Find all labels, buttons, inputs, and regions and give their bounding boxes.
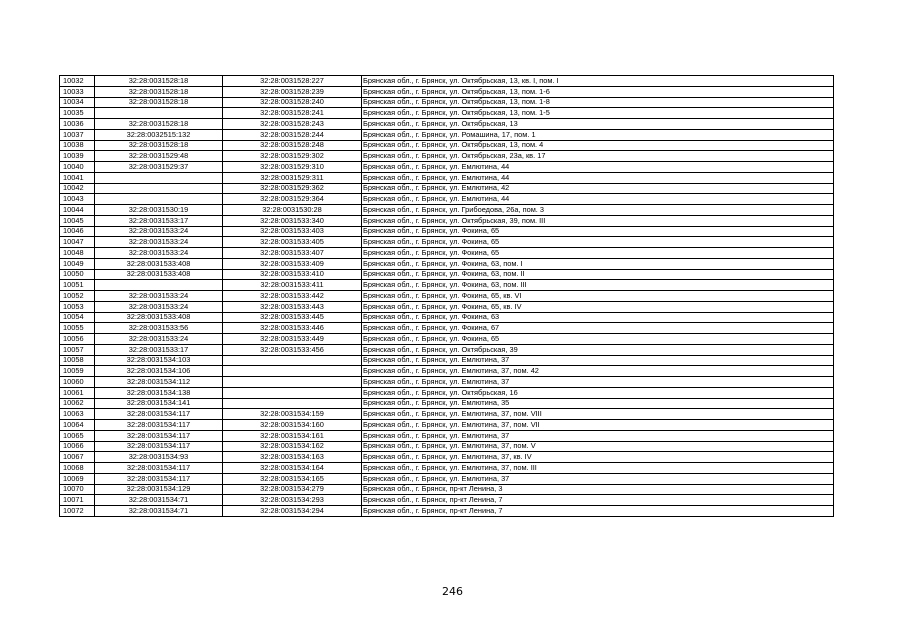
cadastral-number-cell: 32:28:0031533:442 [223, 291, 362, 302]
parent-cadastral-number-cell: 32:28:0031533:24 [95, 334, 223, 345]
address-cell: Брянская обл., г. Брянск, ул. Фокина, 63, пом. I [362, 258, 834, 269]
address-cell: Брянская обл., г. Брянск, ул. Фокина, 63, пом. II [362, 269, 834, 280]
parent-cadastral-number-cell: 32:28:0031534:106 [95, 366, 223, 377]
row-number-cell: 10058 [60, 355, 95, 366]
row-number-cell: 10052 [60, 291, 95, 302]
cadastral-number-cell: 32:28:0031528:240 [223, 97, 362, 108]
parent-cadastral-number-cell: 32:28:0031534:129 [95, 484, 223, 495]
address-cell: Брянская обл., г. Брянск, ул. Фокина, 65 [362, 248, 834, 259]
address-cell: Брянская обл., г. Брянск, ул. Емлютина, 37, пом. 42 [362, 366, 834, 377]
address-cell: Брянская обл., г. Брянск, ул. Октябрьская, 13 [362, 119, 834, 130]
parent-cadastral-number-cell: 32:28:0031533:56 [95, 323, 223, 334]
address-cell: Брянская обл., г. Брянск, ул. Емлютина, 37, пом. VII [362, 420, 834, 431]
row-number-cell: 10072 [60, 506, 95, 517]
address-cell: Брянская обл., г. Брянск, ул. Фокина, 65, кв. VI [362, 291, 834, 302]
row-number-cell: 10034 [60, 97, 95, 108]
parent-cadastral-number-cell: 32:28:0031534:103 [95, 355, 223, 366]
row-number-cell: 10053 [60, 301, 95, 312]
parent-cadastral-number-cell: 32:28:0031533:24 [95, 237, 223, 248]
table-row [60, 237, 834, 248]
address-cell: Брянская обл., г. Брянск, ул. Октябрьская, 13, пом. 1-8 [362, 97, 834, 108]
row-number-cell: 10050 [60, 269, 95, 280]
table-row [60, 129, 834, 140]
row-number-cell: 10047 [60, 237, 95, 248]
table-row [60, 452, 834, 463]
table-row [60, 398, 834, 409]
parent-cadastral-number-cell: 32:28:0031528:18 [95, 97, 223, 108]
table-row [60, 484, 834, 495]
cadastral-number-cell: 32:28:0031533:407 [223, 248, 362, 259]
table-row [60, 506, 834, 517]
cadastral-number-cell [223, 377, 362, 388]
cadastral-number-cell: 32:28:0031528:248 [223, 140, 362, 151]
cadastral-number-cell: 32:28:0031533:411 [223, 280, 362, 291]
parent-cadastral-number-cell [95, 172, 223, 183]
parent-cadastral-number-cell: 32:28:0031530:19 [95, 205, 223, 216]
parent-cadastral-number-cell: 32:28:0031533:24 [95, 226, 223, 237]
parent-cadastral-number-cell: 32:28:0031534:117 [95, 420, 223, 431]
address-cell: Брянская обл., г. Брянск, ул. Октябрьская, 13, пом. 1-6 [362, 86, 834, 97]
row-number-cell: 10054 [60, 312, 95, 323]
cadastral-number-cell: 32:28:0031528:243 [223, 119, 362, 130]
cadastral-number-cell: 32:28:0031528:227 [223, 76, 362, 87]
cadastral-number-cell [223, 366, 362, 377]
address-cell: Брянская обл., г. Брянск, ул. Емлютина, 37, пом. V [362, 441, 834, 452]
address-cell: Брянская обл., г. Брянск, ул. Емлютина, 37 [362, 377, 834, 388]
row-number-cell: 10032 [60, 76, 95, 87]
row-number-cell: 10037 [60, 129, 95, 140]
parent-cadastral-number-cell: 32:28:0031534:117 [95, 409, 223, 420]
row-number-cell: 10061 [60, 387, 95, 398]
cadastral-number-cell: 32:28:0031534:161 [223, 430, 362, 441]
row-number-cell: 10064 [60, 420, 95, 431]
address-cell: Брянская обл., г. Брянск, ул. Грибоедова, 26а, пом. 3 [362, 205, 834, 216]
address-cell: Брянская обл., г. Брянск, ул. Емлютина, 42 [362, 183, 834, 194]
table-row [60, 334, 834, 345]
address-cell: Брянская обл., г. Брянск, ул. Емлютина, 44 [362, 172, 834, 183]
cadastral-number-cell: 32:28:0031533:409 [223, 258, 362, 269]
table-row [60, 151, 834, 162]
address-cell: Брянская обл., г. Брянск, ул. Фокина, 65 [362, 237, 834, 248]
address-cell: Брянская обл., г. Брянск, ул. Фокина, 63, пом. III [362, 280, 834, 291]
address-cell: Брянская обл., г. Брянск, ул. Фокина, 65 [362, 334, 834, 345]
table-row [60, 441, 834, 452]
table-row [60, 387, 834, 398]
table-row [60, 495, 834, 506]
parent-cadastral-number-cell: 32:28:0031533:24 [95, 291, 223, 302]
cadastral-number-cell: 32:28:0031534:162 [223, 441, 362, 452]
parent-cadastral-number-cell: 32:28:0031533:408 [95, 269, 223, 280]
row-number-cell: 10042 [60, 183, 95, 194]
table-row [60, 226, 834, 237]
cadastral-number-cell: 32:28:0031534:279 [223, 484, 362, 495]
registry-table-body [60, 76, 834, 517]
row-number-cell: 10043 [60, 194, 95, 205]
table-row [60, 355, 834, 366]
table-row [60, 194, 834, 205]
address-cell: Брянская обл., г. Брянск, ул. Октябрьская, 39, пом. III [362, 215, 834, 226]
parent-cadastral-number-cell: 32:28:0031533:17 [95, 215, 223, 226]
address-cell: Брянская обл., г. Брянск, ул. Фокина, 65, кв. IV [362, 301, 834, 312]
parent-cadastral-number-cell: 32:28:0031534:117 [95, 463, 223, 474]
cadastral-number-cell [223, 398, 362, 409]
row-number-cell: 10065 [60, 430, 95, 441]
address-cell: Брянская обл., г. Брянск, ул. Емлютина, 35 [362, 398, 834, 409]
cadastral-number-cell: 32:28:0031534:159 [223, 409, 362, 420]
parent-cadastral-number-cell: 32:28:0031534:112 [95, 377, 223, 388]
row-number-cell: 10039 [60, 151, 95, 162]
row-number-cell: 10038 [60, 140, 95, 151]
parent-cadastral-number-cell: 32:28:0031534:117 [95, 430, 223, 441]
row-number-cell: 10035 [60, 108, 95, 119]
row-number-cell: 10049 [60, 258, 95, 269]
address-cell: Брянская обл., г. Брянск, ул. Октябрьская, 13, пом. 1-5 [362, 108, 834, 119]
cadastral-number-cell: 32:28:0031533:340 [223, 215, 362, 226]
address-cell: Брянская обл., г. Брянск, ул. Фокина, 63 [362, 312, 834, 323]
cadastral-number-cell: 32:28:0031534:294 [223, 506, 362, 517]
parent-cadastral-number-cell [95, 108, 223, 119]
cadastral-number-cell: 32:28:0031534:160 [223, 420, 362, 431]
parent-cadastral-number-cell: 32:28:0031529:37 [95, 162, 223, 173]
table-row [60, 463, 834, 474]
row-number-cell: 10070 [60, 484, 95, 495]
cadastral-number-cell: 32:28:0031529:364 [223, 194, 362, 205]
row-number-cell: 10033 [60, 86, 95, 97]
row-number-cell: 10067 [60, 452, 95, 463]
cadastral-number-cell: 32:28:0031533:446 [223, 323, 362, 334]
row-number-cell: 10071 [60, 495, 95, 506]
parent-cadastral-number-cell: 32:28:0031534:117 [95, 441, 223, 452]
address-cell: Брянская обл., г. Брянск, ул. Октябрьская, 13, пом. 4 [362, 140, 834, 151]
registry-table [59, 75, 834, 517]
parent-cadastral-number-cell: 32:28:0031533:408 [95, 258, 223, 269]
cadastral-number-cell: 32:28:0031534:163 [223, 452, 362, 463]
address-cell: Брянская обл., г. Брянск, ул. Октябрьская, 16 [362, 387, 834, 398]
cadastral-number-cell: 32:28:0031533:456 [223, 344, 362, 355]
cadastral-number-cell: 32:28:0031533:403 [223, 226, 362, 237]
row-number-cell: 10046 [60, 226, 95, 237]
cadastral-number-cell: 32:28:0031534:164 [223, 463, 362, 474]
address-cell: Брянская обл., г. Брянск, пр-кт Ленина, 7 [362, 495, 834, 506]
parent-cadastral-number-cell: 32:28:0031528:18 [95, 119, 223, 130]
row-number-cell: 10048 [60, 248, 95, 259]
parent-cadastral-number-cell: 32:28:0031534:117 [95, 473, 223, 484]
parent-cadastral-number-cell: 32:28:0031534:93 [95, 452, 223, 463]
cadastral-number-cell: 32:28:0031529:310 [223, 162, 362, 173]
cadastral-number-cell: 32:28:0031528:239 [223, 86, 362, 97]
table-row [60, 269, 834, 280]
address-cell: Брянская обл., г. Брянск, ул. Октябрьская, 23а, кв. 17 [362, 151, 834, 162]
address-cell: Брянская обл., г. Брянск, пр-кт Ленина, 7 [362, 506, 834, 517]
parent-cadastral-number-cell: 32:28:0031528:18 [95, 140, 223, 151]
cadastral-number-cell: 32:28:0031530:28 [223, 205, 362, 216]
address-cell: Брянская обл., г. Брянск, ул. Емлютина, 37, кв. IV [362, 452, 834, 463]
address-cell: Брянская обл., г. Брянск, ул. Октябрьская, 13, кв. I, пом. I [362, 76, 834, 87]
row-number-cell: 10059 [60, 366, 95, 377]
table-row [60, 420, 834, 431]
parent-cadastral-number-cell: 32:28:0031533:408 [95, 312, 223, 323]
address-cell: Брянская обл., г. Брянск, ул. Емлютина, 44 [362, 162, 834, 173]
address-cell: Брянская обл., г. Брянск, ул. Ромашина, 17, пом. 1 [362, 129, 834, 140]
cadastral-number-cell: 32:28:0031534:165 [223, 473, 362, 484]
address-cell: Брянская обл., г. Брянск, ул. Октябрьская, 39 [362, 344, 834, 355]
address-cell: Брянская обл., г. Брянск, ул. Емлютина, 37, пом. VIII [362, 409, 834, 420]
row-number-cell: 10055 [60, 323, 95, 334]
table-row [60, 108, 834, 119]
table-row [60, 366, 834, 377]
address-cell: Брянская обл., г. Брянск, ул. Емлютина, 37, пом. III [362, 463, 834, 474]
row-number-cell: 10066 [60, 441, 95, 452]
address-cell: Брянская обл., г. Брянск, ул. Емлютина, 37 [362, 430, 834, 441]
address-cell: Брянская обл., г. Брянск, ул. Емлютина, 37 [362, 473, 834, 484]
row-number-cell: 10069 [60, 473, 95, 484]
table-row [60, 76, 834, 87]
row-number-cell: 10041 [60, 172, 95, 183]
table-row [60, 183, 834, 194]
row-number-cell: 10060 [60, 377, 95, 388]
address-cell: Брянская обл., г. Брянск, ул. Фокина, 67 [362, 323, 834, 334]
table-row [60, 215, 834, 226]
address-cell: Брянская обл., г. Брянск, ул. Емлютина, 37 [362, 355, 834, 366]
parent-cadastral-number-cell: 32:28:0031533:24 [95, 248, 223, 259]
table-row [60, 291, 834, 302]
parent-cadastral-number-cell [95, 183, 223, 194]
cadastral-number-cell [223, 355, 362, 366]
parent-cadastral-number-cell: 32:28:0031534:141 [95, 398, 223, 409]
cadastral-number-cell: 32:28:0031529:362 [223, 183, 362, 194]
table-row [60, 409, 834, 420]
table-row [60, 205, 834, 216]
table-row [60, 162, 834, 173]
parent-cadastral-number-cell: 32:28:0031529:48 [95, 151, 223, 162]
page-number: 246 [442, 585, 463, 598]
cadastral-number-cell: 32:28:0031533:445 [223, 312, 362, 323]
cadastral-number-cell: 32:28:0031533:410 [223, 269, 362, 280]
parent-cadastral-number-cell: 32:28:0031533:24 [95, 301, 223, 312]
parent-cadastral-number-cell: 32:28:0031528:18 [95, 76, 223, 87]
cadastral-number-cell: 32:28:0031528:241 [223, 108, 362, 119]
cadastral-number-cell: 32:28:0031529:311 [223, 172, 362, 183]
table-row [60, 377, 834, 388]
table-row [60, 248, 834, 259]
cadastral-number-cell: 32:28:0031534:293 [223, 495, 362, 506]
row-number-cell: 10040 [60, 162, 95, 173]
address-cell: Брянская обл., г. Брянск, ул. Фокина, 65 [362, 226, 834, 237]
table-row [60, 344, 834, 355]
row-number-cell: 10057 [60, 344, 95, 355]
row-number-cell: 10063 [60, 409, 95, 420]
parent-cadastral-number-cell: 32:28:0031528:18 [95, 86, 223, 97]
row-number-cell: 10062 [60, 398, 95, 409]
row-number-cell: 10068 [60, 463, 95, 474]
parent-cadastral-number-cell: 32:28:0032515:132 [95, 129, 223, 140]
table-row [60, 312, 834, 323]
table-row [60, 140, 834, 151]
cadastral-number-cell: 32:28:0031533:449 [223, 334, 362, 345]
cadastral-number-cell [223, 387, 362, 398]
cadastral-number-cell: 32:28:0031529:302 [223, 151, 362, 162]
parent-cadastral-number-cell [95, 194, 223, 205]
parent-cadastral-number-cell: 32:28:0031533:17 [95, 344, 223, 355]
cadastral-number-cell: 32:28:0031533:405 [223, 237, 362, 248]
row-number-cell: 10044 [60, 205, 95, 216]
table-row [60, 323, 834, 334]
cadastral-number-cell: 32:28:0031533:443 [223, 301, 362, 312]
table-row [60, 301, 834, 312]
parent-cadastral-number-cell: 32:28:0031534:71 [95, 495, 223, 506]
table-row [60, 473, 834, 484]
address-cell: Брянская обл., г. Брянск, пр-кт Ленина, 3 [362, 484, 834, 495]
table-row [60, 97, 834, 108]
table-row [60, 172, 834, 183]
row-number-cell: 10036 [60, 119, 95, 130]
row-number-cell: 10056 [60, 334, 95, 345]
table-row [60, 86, 834, 97]
table-row [60, 280, 834, 291]
table-row [60, 119, 834, 130]
row-number-cell: 10045 [60, 215, 95, 226]
address-cell: Брянская обл., г. Брянск, ул. Емлютина, 44 [362, 194, 834, 205]
table-row [60, 258, 834, 269]
cadastral-number-cell: 32:28:0031528:244 [223, 129, 362, 140]
table-row [60, 430, 834, 441]
parent-cadastral-number-cell: 32:28:0031534:138 [95, 387, 223, 398]
parent-cadastral-number-cell: 32:28:0031534:71 [95, 506, 223, 517]
row-number-cell: 10051 [60, 280, 95, 291]
parent-cadastral-number-cell [95, 280, 223, 291]
